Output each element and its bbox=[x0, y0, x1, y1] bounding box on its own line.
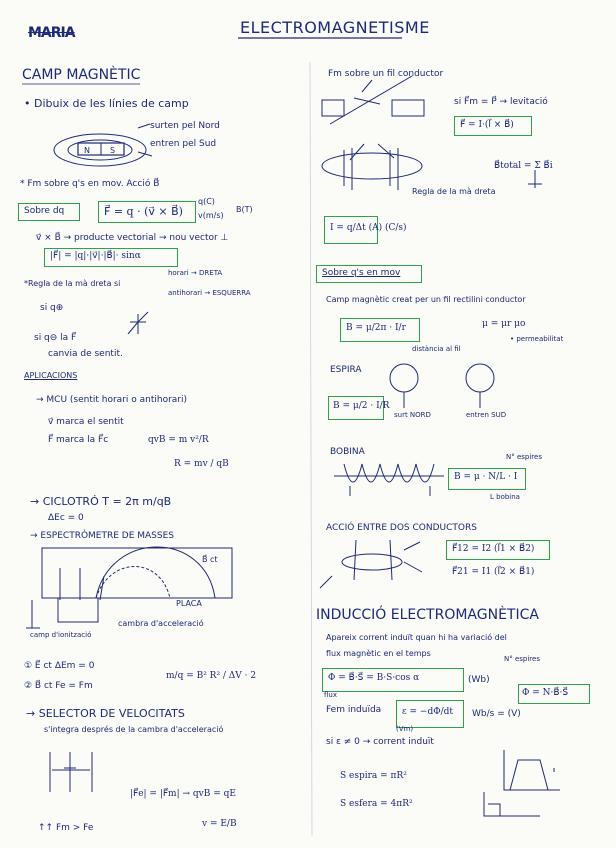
fefm-formula: |F⃗e| = |F⃗m| → qvB = qE bbox=[130, 789, 236, 799]
bottom-text: ↑↑ Fm > Fe bbox=[38, 823, 94, 833]
ciclotro-text: → CICLOTRÓ T = 2π m/qB bbox=[30, 495, 172, 508]
fmarca-text: F⃗ marca la F⃗c bbox=[48, 435, 109, 445]
bct-label: B⃗ ct bbox=[202, 555, 218, 564]
mcu-text: → MCU (sentit horari o antihorari) bbox=[36, 395, 188, 405]
modul-formula: |F⃗| = |q|·|v⃗|·|B⃗|· sinα bbox=[50, 251, 141, 261]
dist-text: distància al fil bbox=[412, 345, 461, 353]
sesfera-formula: S esfera = 4πR² bbox=[340, 799, 413, 809]
espectro-text: → ESPECTRÒMETRE DE MASSES bbox=[30, 531, 175, 541]
q-unit: q(C) bbox=[198, 197, 215, 206]
bobina-heading: BOBINA bbox=[330, 447, 365, 457]
camp-rect-text: Camp magnètic creat per un fil rectilini conductor bbox=[326, 295, 526, 304]
dec-text: ΔEc = 0 bbox=[48, 513, 84, 523]
f21-formula: F⃗21 = I1 (l⃗2 × B⃗1) bbox=[452, 567, 535, 577]
vmarca-text: v⃗ marca el sentit bbox=[48, 417, 124, 427]
b-unit: B(T) bbox=[236, 205, 253, 214]
dibuix-text: • Dibuix de les línies de camp bbox=[24, 97, 189, 110]
cm-label: (Vm) bbox=[396, 725, 414, 733]
mq-formula: m/q = B² R² / ΔV · 2 bbox=[166, 671, 257, 681]
name-scribble: MARIA bbox=[28, 25, 75, 41]
fem-text: Fem induïda bbox=[326, 705, 382, 715]
qneg-text: si q⊖ la F⃗ bbox=[34, 333, 77, 343]
r-formula: R = mv / qB bbox=[174, 459, 229, 469]
sobre-dq: Sobre dq bbox=[24, 206, 65, 216]
phi-formula: Φ = B⃗·S⃗ = B·S·cos α bbox=[328, 673, 420, 683]
aplicacions-heading: APLICACIONS bbox=[24, 371, 78, 380]
qpos-text: si q⊕ bbox=[40, 303, 64, 313]
sespira-formula: S espira = πR² bbox=[340, 771, 407, 781]
b-fil-formula: B = μ/2π · I/r bbox=[346, 323, 406, 333]
intens-formula: I = q/Δt (A) (C/s) bbox=[330, 223, 407, 233]
lorentz-formula: F⃗ = q · (v⃗ × B⃗) bbox=[104, 205, 183, 218]
nesp-label: N° espires bbox=[506, 453, 542, 461]
page-title: ELECTROMAGNETISME bbox=[240, 18, 430, 37]
selector-text: → SELECTOR DE VELOCITATS bbox=[26, 707, 185, 720]
n-label: N bbox=[84, 146, 90, 155]
sintegra-text: s'integra després de la cambra d'acceleració bbox=[44, 725, 224, 734]
horari-text: horari → DRETA bbox=[168, 269, 223, 277]
wb-label: (Wb) bbox=[468, 675, 490, 685]
surt-nord: surt NORD bbox=[394, 411, 431, 419]
mu-formula: μ = μr μo bbox=[482, 319, 526, 329]
magnet-field-lines bbox=[54, 124, 152, 166]
wbs-label: Wb/s = (V) bbox=[472, 709, 521, 719]
apareix-text: Apareix corrent induït quan hi ha variació del bbox=[326, 633, 507, 642]
accio-heading: ACCIÓ ENTRE DOS CONDUCTORS bbox=[326, 523, 477, 533]
b-bobina-formula: B = μ · N/L · I bbox=[454, 472, 518, 482]
levit-text: si F⃗m = P⃗ → levitació bbox=[454, 97, 548, 107]
camp-ion-label: camp d'ionització bbox=[30, 631, 92, 639]
flux-temps-text: flux magnètic en el temps bbox=[326, 649, 431, 658]
regla-text: *Regla de la mà dreta si bbox=[24, 279, 121, 288]
acc-label: cambra d'acceleració bbox=[118, 619, 204, 628]
surten-text: surten pel Nord bbox=[150, 121, 220, 131]
ect-text: ① E⃗ ct ΔEm = 0 bbox=[24, 661, 95, 671]
nespires-label: N° espires bbox=[504, 655, 540, 663]
canvia-text: canvia de sentit. bbox=[48, 349, 123, 359]
antihorari-text: antihorari → ESQUERRA bbox=[168, 289, 251, 297]
f12-formula: F⃗12 = I2 (l⃗1 × B⃗2) bbox=[452, 544, 535, 554]
entren-sud: entren SUD bbox=[466, 411, 507, 419]
fm-fil-text: Fm sobre un fil conductor bbox=[328, 69, 444, 79]
vxb-text: v⃗ × B⃗ → producte vectorial → nou vector ⊥ bbox=[36, 233, 229, 243]
qvb-formula: qvB = m v²/R bbox=[148, 435, 209, 445]
entren-text: entren pel Sud bbox=[150, 139, 217, 149]
v-formula: v = E/B bbox=[202, 819, 237, 829]
camp-title: CAMP MAGNÈTIC bbox=[22, 67, 141, 83]
sobre-mov-text: Sobre q's en mov bbox=[322, 268, 401, 278]
induccio-heading: INDUCCIÓ ELECTROMAGNÈTICA bbox=[316, 607, 539, 623]
flux-label: flux bbox=[324, 691, 337, 699]
btotal-formula: B⃗total = Σ B⃗i bbox=[494, 161, 553, 171]
placa-label: PLACA bbox=[176, 599, 202, 608]
eps-cond-text: si ε ≠ 0 → corrent induït bbox=[326, 737, 434, 747]
s-label: S bbox=[110, 146, 116, 155]
lbob-label: L bobina bbox=[490, 493, 520, 501]
fm-title: * Fm sobre q's en mov. Acció B⃗ bbox=[20, 179, 160, 189]
espira-heading: ESPIRA bbox=[330, 365, 362, 375]
graph-sketch bbox=[484, 750, 560, 816]
bct2-text: ② B⃗ ct Fe = Fm bbox=[24, 681, 93, 691]
eps-formula: ε = −dΦ/dt bbox=[402, 707, 454, 717]
permeab-text: • permeabilitat bbox=[510, 335, 564, 343]
b-espira-formula: B = μ/2 · I/R bbox=[333, 401, 390, 411]
v-unit: v(m/s) bbox=[198, 211, 224, 220]
regla-dreta-text: Regla de la mà dreta bbox=[412, 187, 496, 196]
fil-formula: F⃗ = I·(l⃗ × B⃗) bbox=[460, 120, 514, 130]
phi-n-formula: Φ = N·B⃗·S⃗ bbox=[522, 688, 569, 698]
coil-diagram bbox=[334, 464, 444, 496]
